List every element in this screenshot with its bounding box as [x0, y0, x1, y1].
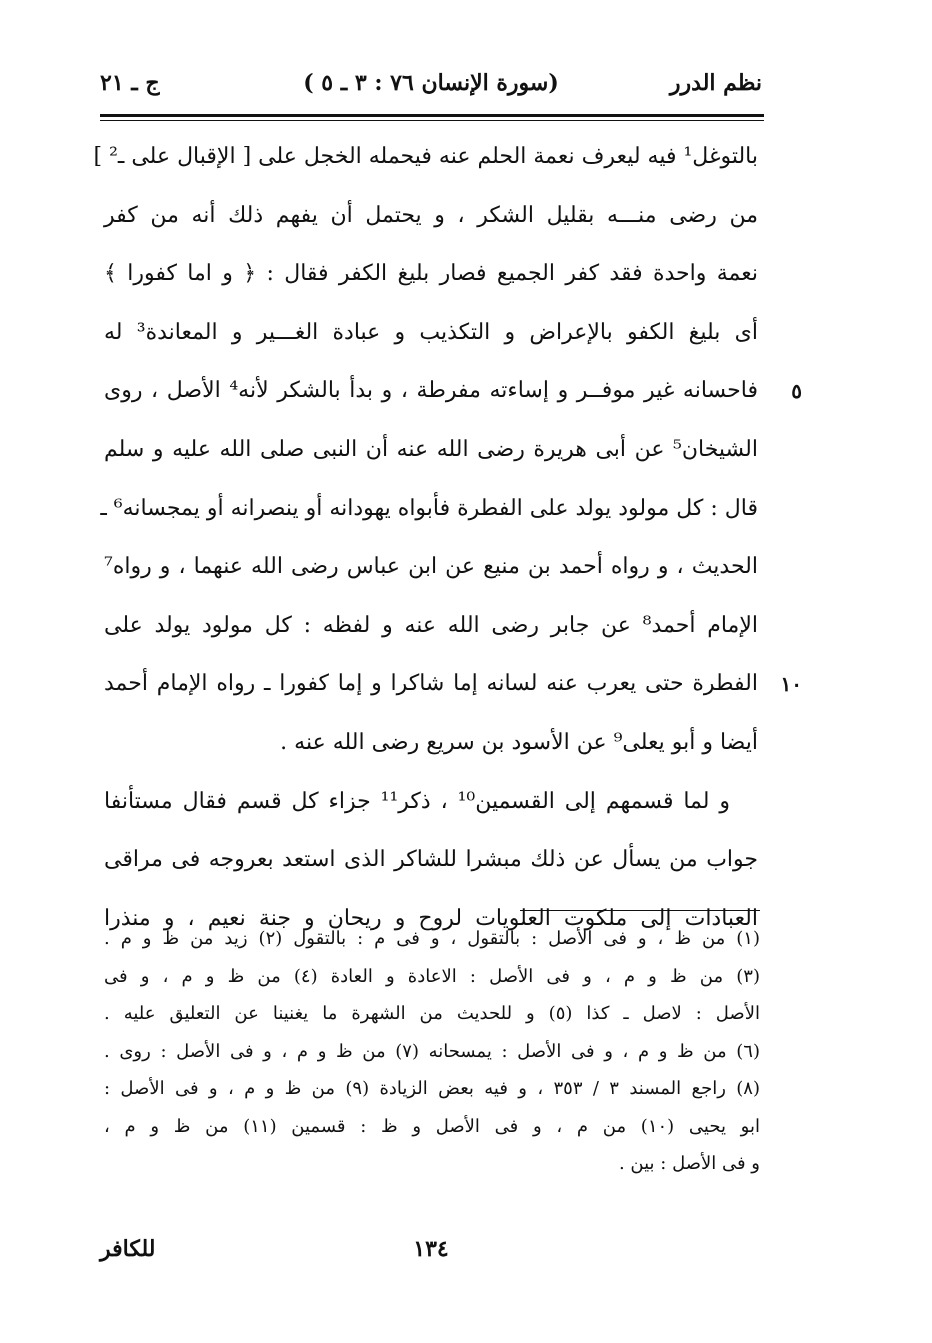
- footnote-line: (٣) من ظ و م ، و فى الأصل : الاعادة و العادة (٤) من ظ و م ، و فى: [104, 965, 760, 987]
- footnote-line: الأصل : لاصل ـ كذا (٥) و للحديث من الشهرة ما يغنينا عن التعليق عليه .: [104, 1003, 760, 1024]
- text-line-content: العبادات إلى ملكوت العلويات لروح و ريحان و جنة نعيم ، و منذرا: [104, 905, 758, 931]
- footnotes: [104, 920, 760, 1183]
- running-header: [100, 64, 762, 104]
- text-line: [93, 128, 758, 187]
- text-line: [104, 538, 758, 597]
- text-line: [104, 245, 758, 304]
- text-line-content: الشيخان⁵ عن أبى هريرة رضى الله عنه أن النبى صلى الله عليه و سلم: [104, 436, 758, 462]
- text-line-content: الفطرة حتى يعرب عنه لسانه إما شاكرا و إما كفورا ـ رواه الإمام أحمد: [104, 671, 758, 697]
- text-line: [104, 597, 758, 656]
- text-line: [104, 362, 802, 421]
- text-line-content: جواب من يسأل عن ذلك مبشرا للشاكر الذى استعد بعروجه فى مراقى: [104, 847, 758, 873]
- text-line-content: بالتوغل¹ فيه ليعرف نعمة الحلم عنه فيحمله الخجل على [ الإقبال على ـ² ]: [93, 144, 758, 169]
- text-line: [104, 187, 758, 246]
- footnote-line: (٦) من ظ و م ، و فى الأصل : يمسحانه (٧) من ظ و م ، و فى الأصل : روى .: [104, 1040, 760, 1062]
- page-footer: [100, 1230, 762, 1270]
- book-title: نظم الدرر: [669, 70, 762, 96]
- text-line: [104, 421, 758, 480]
- text-line: [104, 304, 758, 363]
- text-line-content: قال : كل مولود يولد على الفطرة فأبواه يهودانه أو ينصرانه أو يمجسانه⁶ ـ: [100, 495, 758, 521]
- text-line: [104, 714, 758, 773]
- text-line-content: من رضى منـــه بقليل الشكر ، و يحتمل أن يفهم ذلك أنه من كفر: [104, 202, 758, 228]
- text-line-content: نعمة واحدة فقد كفر الجميع فصار بليغ الكفر فقال : ﴿ و اما كفورا ﴾: [104, 261, 758, 287]
- surah-reference: (سورة الإنسان ٧٦ : ٣ ـ ٥ ): [303, 70, 559, 96]
- text-line: [104, 655, 802, 714]
- text-line-content: و لما قسمهم إلى القسمين¹⁰ ، ذكر¹¹ جزاء كل قسم فقال مستأنفا: [104, 788, 730, 814]
- text-line-content: الإمام أحمد⁸ عن جابر رضى الله عنه و لفظه : كل مولود يولد على: [104, 612, 758, 638]
- footnote-line: (١) من ظ ، و فى الأصل : بالتقول ، و فى م : بالتقول (٢) زيد من ظ و م .: [104, 928, 760, 949]
- text-line-content: أيضا و أبو يعلى⁹ عن الأسود بن سريع رضى الله عنه .: [280, 729, 758, 755]
- footnote-line: (٨) راجع المسند ٣ / ٣٥٣ ، و فيه بعض الزيادة (٩) من ظ و م ، و فى الأصل :: [104, 1078, 760, 1099]
- catchword: للكافر: [100, 1236, 156, 1262]
- text-line: [104, 831, 758, 890]
- page-number: ١٣٤: [413, 1236, 449, 1262]
- volume-number: ج ـ ٢١: [100, 70, 160, 96]
- footnote-separator: [520, 910, 760, 911]
- text-line-content: فاحسانه غير موفــر و إساءته مفرطة ، و بدأ بالشكر لأنه⁴ الأصل ، روى: [104, 378, 758, 404]
- header-rule: [100, 114, 764, 117]
- text-line-content: الحديث ، و رواه أحمد بن منيع عن ابن عباس رضى الله عنهما ، و رواه⁷: [104, 554, 758, 580]
- text-line: [104, 773, 758, 832]
- header-rule-thin: [100, 120, 764, 121]
- text-line: [100, 480, 758, 539]
- line-number: ١٠: [780, 672, 802, 697]
- footnote-line: ابو يحيى (١٠) من م ، و فى الأصل و ظ : قسمين (١١) من ظ و م ،: [104, 1115, 760, 1137]
- text-line-content: أى بليغ الكفو بالإعراض و التكذيب و عبادة الغـــير و المعاندة³ له: [104, 319, 758, 345]
- line-number: ٥: [791, 379, 802, 404]
- footnote-line: و فى الأصل : بين .: [618, 1153, 760, 1174]
- main-text: [93, 128, 802, 948]
